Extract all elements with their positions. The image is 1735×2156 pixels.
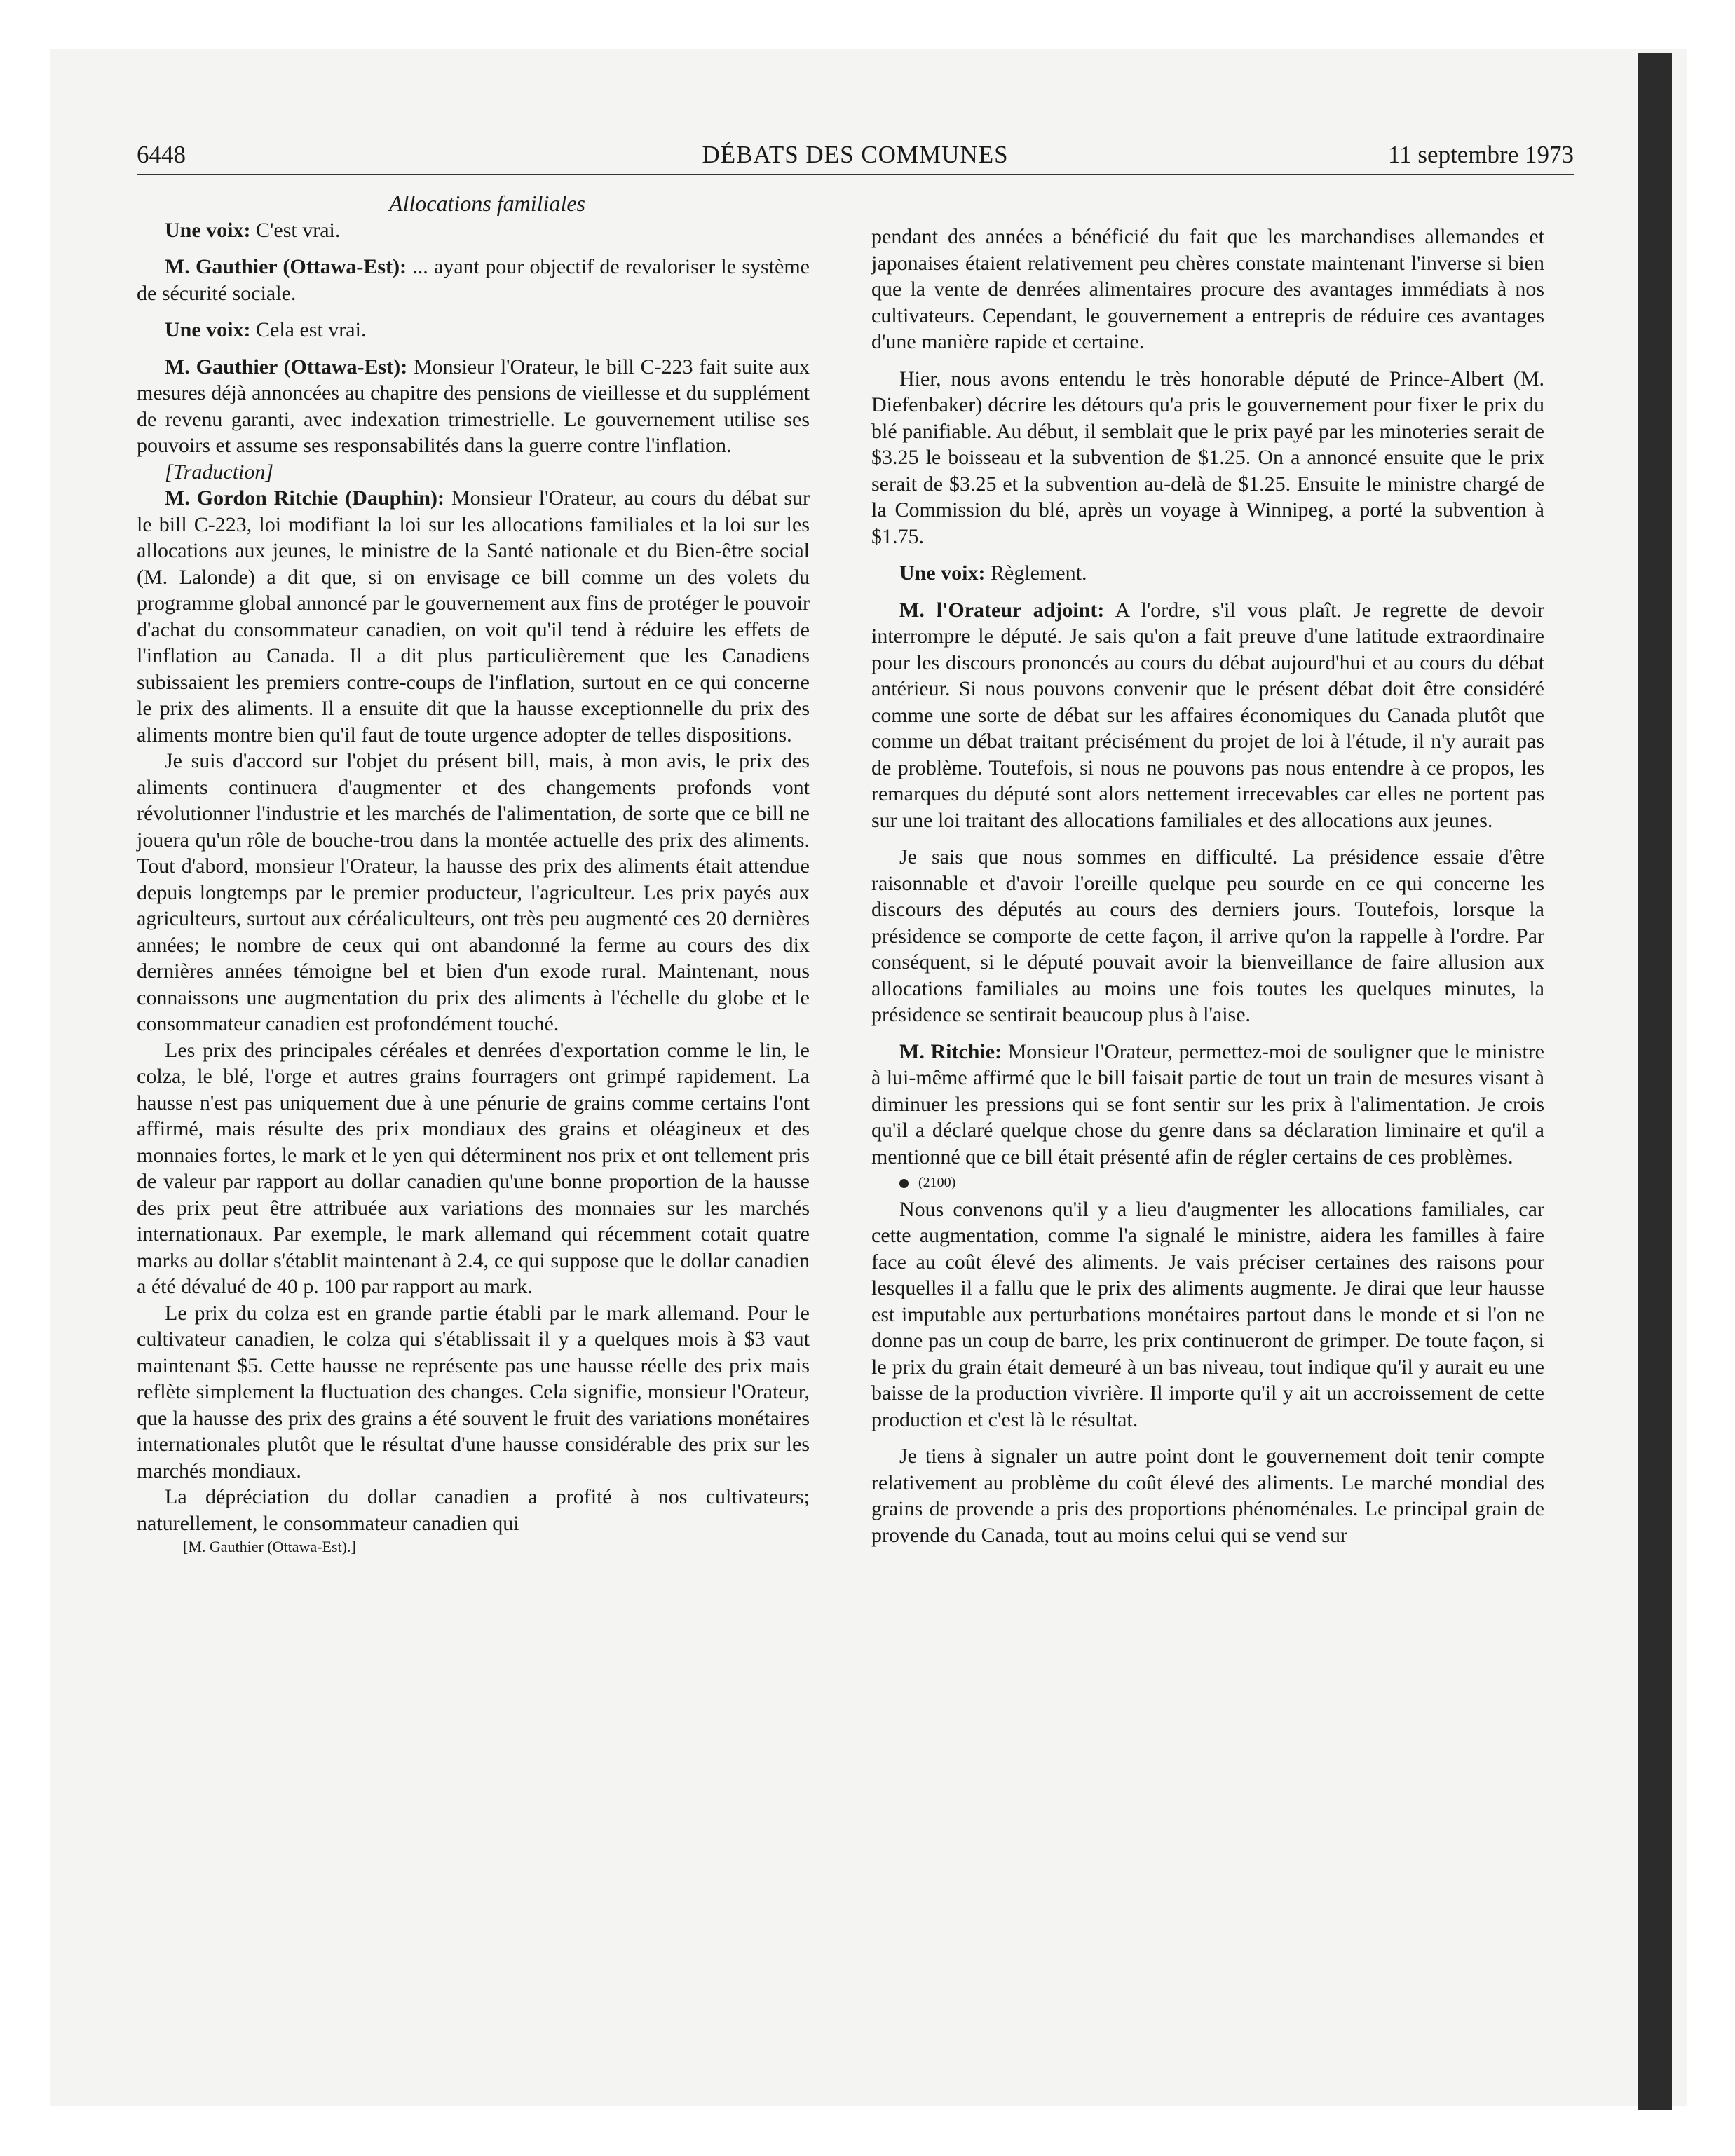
- paragraph: Le prix du colza est en grande partie établi par le mark allemand. Pour le cultivateur canadien, le colza qui s'établissait il y a quelques mois à $3 vaut maintenant $5. Cette hausse ne représente pas une hausse réelle des prix mais reflète simplement la fluctuation des changes. Cela signifie, monsieur l'Orateur, que la hausse des prix des grains a été souvent le fruit des variations monétaires internationales plutôt que le résultat d'une hausse considérable des prix sur les marchés mondiaux.: [137, 1301, 810, 1482]
- speech-text: C'est vrai.: [250, 218, 341, 242]
- translation-note: [Traduction]: [165, 460, 274, 484]
- speech-text: ... ayant pour objectif de revaloriser le système de sécurité sociale.: [137, 255, 810, 305]
- paragraph: [137, 485, 810, 748]
- paragraph: Les prix des principales céréales et denrées d'exportation comme le lin, le colza, le blé, l'orge et autres grains fourragers ont grimpé rapidement. La hausse n'est pas uniquement due à une pénurie de grains comme certains l'ont affirmé, mais résulte des prix mondiaux des grains et oléagineux et des monnaies fortes, le mark et le yen qui déterminent nos prix et ont tellement pris de valeur par rapport au dollar canadien qu'une bonne proportion de la hausse des prix peut être attribuée aux variations des monnaies sur les marchés internationaux. Par exemple, le mark allemand qui récemment cotait quatre marks au dollar s'établit maintenant à 2.4, ce qui suppose que le dollar canadien a été dévalué de 40 p. 100 par rapport au mark.: [137, 1038, 810, 1298]
- speaker-name: M. Gauthier (Ottawa-Est):: [165, 355, 408, 378]
- paragraph: [137, 317, 810, 343]
- header-rule: [137, 174, 1574, 175]
- paragraph: pendant des années a bénéficié du fait que les marchandises allemandes et japonaises étaient relativement peu chères constate maintenant l'inverse si bien que la vente de denrées alimentaires procure des avantages immédiats à nos cultivateurs. Cependant, le gouvernement a entrepris de réduire ces avantages d'une manière rapide et certaine.: [871, 225, 1544, 353]
- speaker-name: M. Gordon Ritchie (Dauphin):: [165, 486, 444, 510]
- paragraph: La dépréciation du dollar canadien a profité à nos cultivateurs; naturellement, le consommateur canadien qui: [137, 1485, 810, 1535]
- paragraph: [871, 560, 1544, 587]
- page-number: 6448: [137, 141, 186, 168]
- speech-text: Monsieur l'Orateur, permettez-moi de souligner que le ministre à lui-même affirmé que le bill faisait partie de tout un train de mesures visant à diminuer les pressions qui se font sentir sur les prix à l'alimentation. Je crois qu'il a déclaré quelque chose du genre dans sa déclaration liminaire et qu'il a mentionné que ce bill était présenté afin de régler certains de ces problèmes.: [871, 1039, 1545, 1168]
- time-marker-text: (2100): [918, 1175, 956, 1190]
- page-date: 11 septembre 1973: [1387, 141, 1574, 168]
- paragraph: Je suis d'accord sur l'objet du présent bill, mais, à mon avis, le prix des aliments continuera d'augmenter et des changements profonds vont révolutionner l'industrie et les marchés de l'alimentation, de sorte que ce bill ne jouera qu'un rôle de bouche-trou dans la montée actuelle des prix des aliments. Tout d'abord, monsieur l'Orateur, la hausse des prix des aliments était attendue depuis longtemps par le premier producteur, l'agriculteur. Les prix payés aux agriculteurs, surtout aux céréaliculteurs, ont très peu augmenté ces 20 dernières années; le nombre de ceux qui ont abandonné la ferme au cours des dix dernières années témoigne bel et bien d'un exode rural. Maintenant, nous connaissons une augmentation du prix des aliments à l'échelle du globe et le consommateur canadien est profondément touché.: [137, 749, 810, 1035]
- speaker-name: M. Gauthier (Ottawa-Est):: [165, 255, 407, 278]
- bullet-icon: [899, 1179, 909, 1188]
- paragraph: [137, 254, 810, 306]
- section-heading: Allocations familiales: [389, 191, 585, 216]
- paragraph: Je sais que nous sommes en difficulté. La présidence essaie d'être raisonnable et d'avoir l'oreille quelque peu sourde en ce qui concerne les discours des députés au cours des derniers jours. Toutefois, lorsque la présidence se comporte de cette façon, il arrive qu'on la rappelle à l'ordre. Par conséquent, si le député pouvait avoir la bienveillance de faire allusion aux allocations familiales au moins une fois toutes les quelques minutes, la présidence se sentirait beaucoup plus à l'aise.: [871, 845, 1544, 1026]
- speaker-name: Une voix:: [165, 218, 251, 242]
- speech-text: Monsieur l'Orateur, au cours du débat sur le bill C-223, loi modifiant la loi sur les allocations familiales et la loi sur les allocations aux jeunes, le ministre de la Santé nationale et du Bien-être social (M. Lalonde) a dit que, si on envisage ce bill comme un des volets du programme global annoncé par le gouvernement aux fins de protéger le pouvoir d'achat du consommateur canadien, on voit qu'il tend à réduire les effets de l'inflation au Canada. Il a dit plus particulièrement que les Canadiens subissaient les premiers contre-coups de l'inflation, surtout en ce qui concerne le prix des aliments. Il a ensuite dit que la hausse exceptionnelle du prix des aliments montre bien qu'il faut de toute urgence adopter de telles dispositions.: [137, 486, 810, 746]
- paragraph: [137, 217, 810, 244]
- speech-text: Monsieur l'Orateur, le bill C-223 fait suite aux mesures déjà annoncées au chapitre des pensions de vieillesse et du supplément de revenu garanti, avec indexation trimestrielle. Le gouvernement utilise ses pouvoirs et assume ses responsabilités dans la guerre contre l'inflation.: [137, 355, 810, 457]
- speaker-name: Une voix:: [165, 318, 251, 341]
- paragraph: Je tiens à signaler un autre point dont le gouvernement doit tenir compte relativement au problème du coût élevé des aliments. Le marché mondial des grains de provende a pris des proportions phénoménales. Le principal grain de provende du Canada, tout au moins celui qui se vend sur: [871, 1445, 1544, 1547]
- speaker-name: M. l'Orateur adjoint:: [899, 598, 1105, 622]
- speaker-footnote: [M. Gauthier (Ottawa-Est).]: [183, 1538, 356, 1555]
- time-marker: [871, 1170, 1544, 1196]
- speech-text: Cela est vrai.: [250, 318, 367, 341]
- publication-title: DÉBATS DES COMMUNES: [702, 141, 1009, 168]
- speech-text: Règlement.: [985, 561, 1087, 585]
- paragraph: [871, 1039, 1544, 1171]
- paragraph: [137, 354, 810, 459]
- scan-edge-bar: [1638, 53, 1672, 2110]
- left-column: [137, 191, 810, 1557]
- paragraph: [871, 597, 1544, 834]
- paragraph: Hier, nous avons entendu le très honorable député de Prince-Albert (M. Diefenbaker) décrire les détours qu'a pris le gouvernement pour fixer le prix du blé panifiable. Au début, il semblait que le prix payé par les minoteries serait de $3.25 le boisseau et la subvention de $1.25. On a annoncé ensuite que le prix serait de $3.25 et la subvention au-delà de $1.25. Ensuite le ministre chargé de la Commission du blé, après un voyage à Winnipeg, a porté la subvention à $1.75.: [871, 367, 1544, 548]
- paragraph: Nous convenons qu'il y a lieu d'augmenter les allocations familiales, car cette augmentation, comme l'a signalé le ministre, aidera les familles à faire face au coût élevé des aliments. Je vais préciser certaines des raisons pour lesquelles il a fallu que le prix des aliments augmente. Je dirai que leur hausse est imputable aux perturbations monétaires partout dans le monde et si l'on ne donne pas un coup de barre, les prix continueront de grimper. De toute façon, si le prix du grain était demeuré à un bas niveau, tout indique qu'il y aurait eu une baisse de la production vivrière. Il importe qu'il y ait un accroissement de cette production et c'est là le résultat.: [871, 1197, 1544, 1431]
- speaker-name: Une voix:: [899, 561, 986, 585]
- right-column: [871, 224, 1544, 1548]
- speech-text: A l'ordre, s'il vous plaît. Je regrette de devoir interrompre le député. Je sais qu'on a fait preuve d'une latitude extraordinaire pour les discours prononcés au cours du débat aujourd'hui et au cours du débat antérieur. Si nous pouvons convenir que le présent débat doit être considéré comme une sorte de débat sur les affaires économiques du Canada plutôt que comme un débat traitant précisément du projet de loi à l'étude, il n'y aurait pas de problème. Toutefois, si nous ne pouvons pas nous entendre à ce propos, les remarques du député sont alors nettement irrecevables car elles ne portent pas sur une loi traitant des allocations familiales et des allocations aux jeunes.: [871, 598, 1545, 832]
- speaker-name: M. Ritchie:: [899, 1039, 1002, 1063]
- page-header: [137, 139, 1574, 171]
